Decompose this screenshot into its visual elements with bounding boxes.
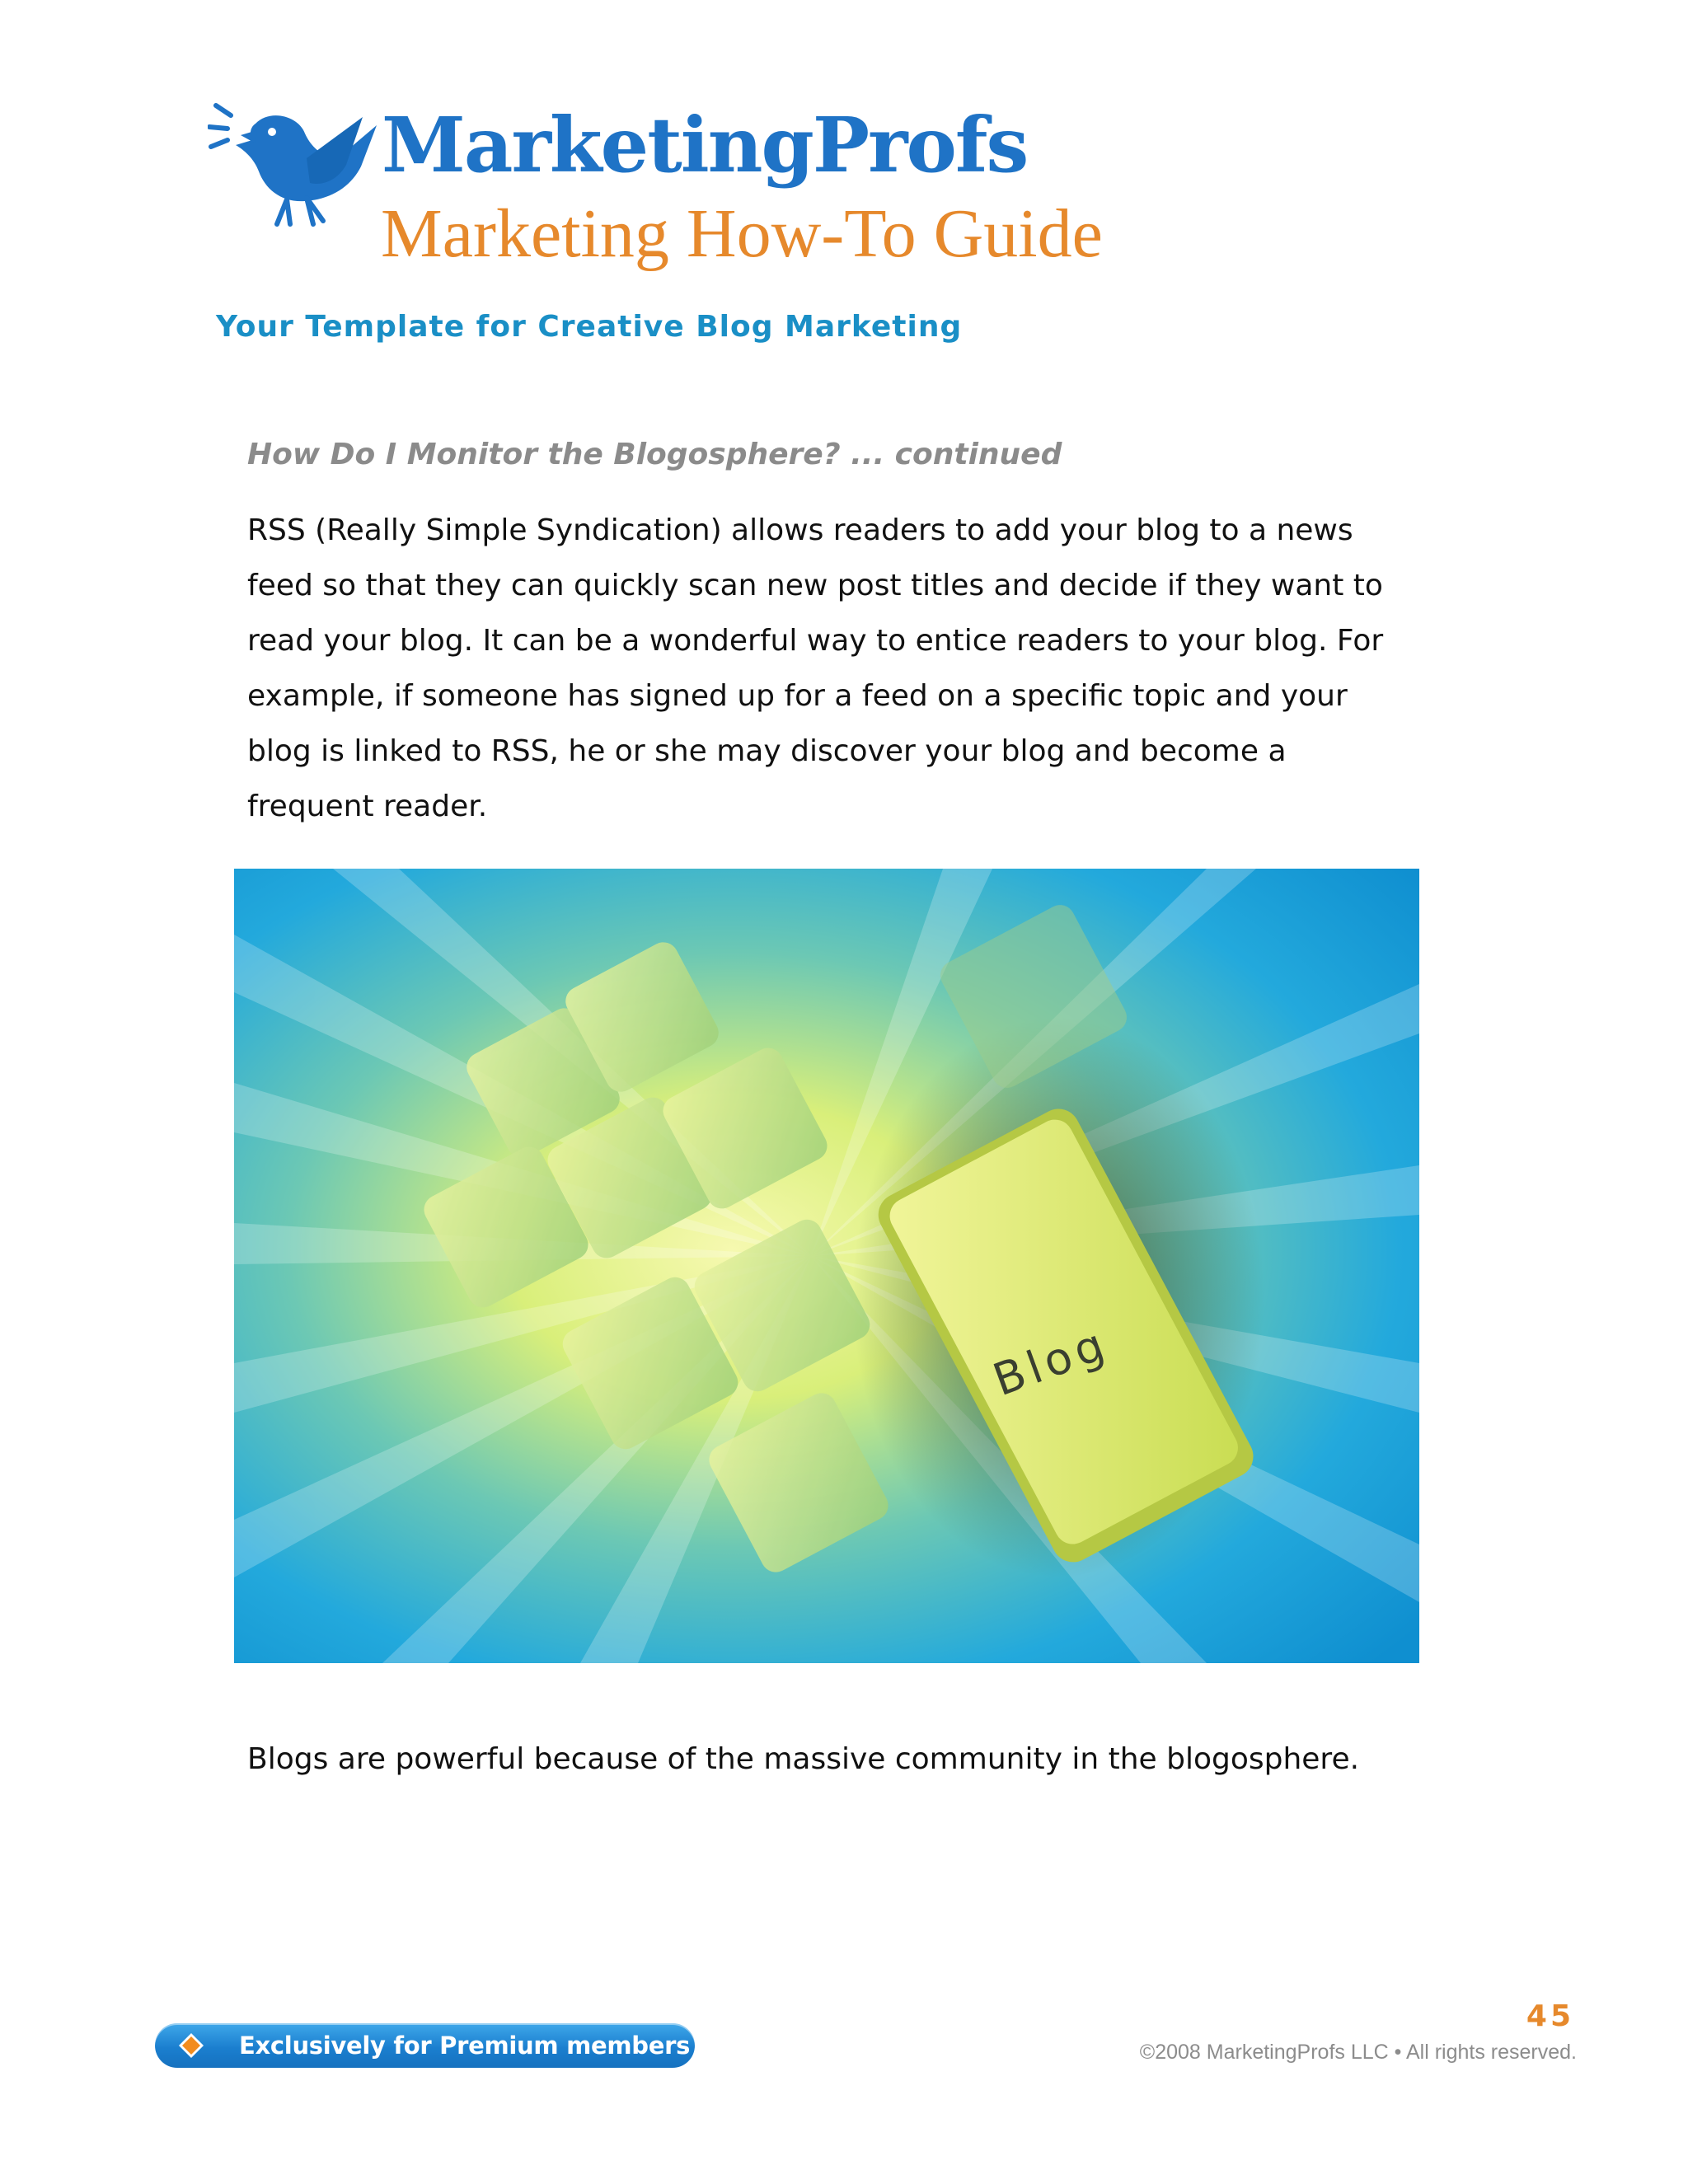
paragraph-line: blog is linked to RSS, he or she may discover your blog and become a (247, 734, 1287, 768)
body-paragraph (247, 503, 1451, 834)
paragraph-line: frequent reader. (247, 790, 488, 823)
paragraph-line: RSS (Really Simple Syndication) allows readers to add your blog to a news (247, 513, 1353, 547)
marketingprofs-bird-icon (208, 101, 381, 228)
section-heading: How Do I Monitor the Blogosphere? ... continued (247, 438, 1062, 471)
brand-name: MarketingProfs (382, 101, 1028, 190)
guide-title: Marketing How-To Guide (381, 195, 1103, 272)
paragraph-line: feed so that they can quickly scan new post titles and decide if they want to (247, 569, 1383, 602)
page-number: 45 (1526, 1999, 1574, 2033)
premium-members-badge (155, 2023, 695, 2068)
paragraph-line: read your blog. It can be a wonderful way to entice readers to your blog. For (247, 624, 1384, 658)
copyright-notice: ©2008 MarketingProfs LLC • All rights reserved. (1139, 2041, 1577, 2064)
blog-key-illustration (234, 869, 1419, 1663)
blog-key-label: Blog (986, 1316, 1116, 1407)
premium-badge-label: Exclusively for Premium members (239, 2032, 691, 2060)
paragraph-line: example, if someone has signed up for a feed on a specific topic and your (247, 679, 1348, 713)
orange-diamond-icon (178, 2032, 204, 2059)
document-subtitle: Your Template for Creative Blog Marketing (216, 310, 963, 344)
closing-paragraph: Blogs are powerful because of the massive community in the blogosphere. (247, 1742, 1360, 1776)
